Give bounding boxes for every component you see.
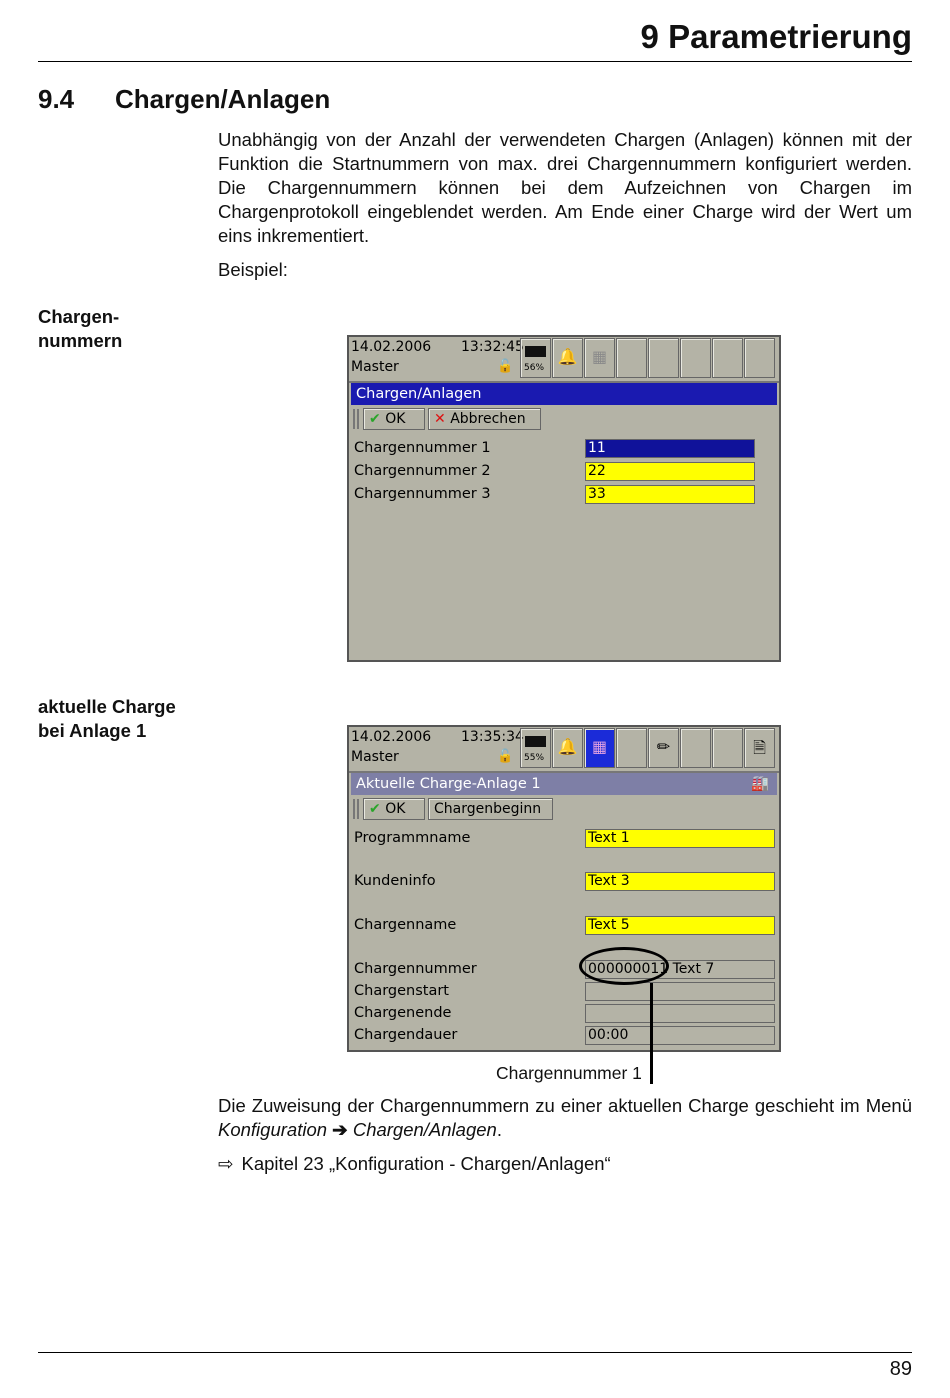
section-number: 9.4: [38, 84, 75, 114]
batch-button[interactable]: [584, 338, 615, 378]
batch-button[interactable]: [584, 728, 615, 768]
dialog-toolbar: [351, 407, 777, 431]
reference-text[interactable]: Kapitel 23 „Konfiguration - Chargen/Anlagen“: [241, 1153, 611, 1174]
chargennummer-3-input[interactable]: 33: [585, 485, 755, 504]
side-label-line: aktuelle Charge: [38, 696, 176, 717]
chargennummer-2-input[interactable]: 22: [585, 462, 755, 481]
export-button[interactable]: [744, 728, 775, 768]
bell-icon: 🔔: [557, 347, 578, 366]
header-rule: [38, 61, 912, 62]
menu-path-1: Konfiguration: [218, 1119, 328, 1140]
date-display: 14.02.2006: [351, 339, 432, 355]
memory-icon: [525, 736, 546, 747]
intro-paragraph: Unabhängig von der Anzahl der verwendeten Chargen (Anlagen) können mit der Funktion die Startnummern von max. drei Chargennummern konfiguriert werden. Die Chargennummern können bei dem Aufzeichnen von Chargen im Chargenprotokoll eingeblendet werden. Am Ende einer Charge wird der Wert um eins inkrementiert.: [218, 129, 912, 246]
memory-icon: [525, 346, 546, 357]
ok-label: OK: [385, 801, 406, 817]
device-screen-chargen-anlagen: [347, 335, 781, 662]
callout-label: Chargennummer 1: [496, 1063, 642, 1083]
side-label-chargennummern: [38, 305, 122, 353]
document-export-icon: 🗎: [753, 738, 766, 757]
field-label: Chargenname: [354, 917, 457, 933]
chargenname-input[interactable]: Text 5: [585, 916, 775, 935]
arrow-icon: ➔: [332, 1119, 348, 1140]
dialog-title: [351, 773, 777, 795]
field-label: Chargennummer 3: [354, 486, 491, 502]
field-label: Programmname: [354, 830, 471, 846]
bell-icon: 🔔: [557, 737, 578, 756]
time-display: 13:35:34: [461, 729, 524, 745]
dialog-title-text: Aktuelle Charge-Anlage 1: [356, 776, 541, 792]
toolbar-grip: [353, 799, 359, 819]
memory-indicator: [520, 338, 551, 378]
time-display: 13:32:45: [461, 339, 524, 355]
dialog-title: Chargen/Anlagen: [351, 383, 777, 405]
status-bar: [349, 337, 779, 383]
ok-button[interactable]: [363, 408, 425, 430]
batch-icon: ▦: [591, 737, 608, 756]
lock-icon: 🔓: [497, 749, 514, 764]
callout-line: [650, 983, 653, 1084]
kundeninfo-input[interactable]: Text 3: [585, 872, 775, 891]
toolbar-slot[interactable]: [712, 338, 743, 378]
user-display: Master: [351, 359, 399, 375]
toolbar-slot[interactable]: [616, 338, 647, 378]
chargendauer-display: 00:00: [585, 1026, 775, 1045]
ok-label: OK: [385, 411, 406, 427]
side-label-line: bei Anlage 1: [38, 720, 147, 741]
status-bar: [349, 727, 779, 773]
assignment-text: Die Zuweisung der Chargennummern zu einer aktuellen Charge geschieht im Menü: [218, 1095, 912, 1116]
ok-button[interactable]: [363, 798, 425, 820]
memory-indicator: [520, 728, 551, 768]
device-screen-aktuelle-charge: [347, 725, 781, 1052]
toolbar-slot[interactable]: [680, 728, 711, 768]
side-label-line: nummern: [38, 330, 123, 351]
reference-line: [218, 1152, 912, 1176]
alarm-button[interactable]: [552, 728, 583, 768]
field-label: Chargennummer 2: [354, 463, 491, 479]
page-number: 89: [889, 1358, 912, 1380]
pencil-icon: ✏: [656, 737, 671, 756]
section-title: Chargen/Anlagen: [115, 84, 331, 114]
chargenende-display: [585, 1004, 775, 1023]
field-label: Chargennummer 1: [354, 440, 491, 456]
check-icon: ✔: [369, 801, 381, 817]
footer-rule: [38, 1352, 912, 1353]
menu-path-2: Chargen/Anlagen: [352, 1119, 497, 1140]
field-label: Kundeninfo: [354, 873, 436, 889]
alarm-button[interactable]: [552, 338, 583, 378]
side-label-line: Chargen-: [38, 306, 120, 327]
chargenbeginn-button[interactable]: Chargenbeginn: [428, 798, 553, 820]
batch-icon: ▦: [591, 347, 608, 366]
side-label-aktuelle-charge: [38, 695, 176, 743]
memory-percent: 56%: [524, 363, 545, 373]
close-icon: ✕: [434, 411, 446, 427]
callout-ellipse: [579, 947, 669, 985]
assignment-end: .: [496, 1119, 502, 1140]
lock-icon: 🔓: [497, 359, 514, 374]
toolbar-slot[interactable]: [616, 728, 647, 768]
date-display: 14.02.2006: [351, 729, 432, 745]
dialog-toolbar: [351, 797, 777, 821]
toolbar-slot[interactable]: [744, 338, 775, 378]
field-label: Chargendauer: [354, 1027, 458, 1043]
toolbar-slot[interactable]: [680, 338, 711, 378]
cancel-button[interactable]: [428, 408, 541, 430]
cancel-label: Abbrechen: [450, 411, 526, 427]
field-label: Chargennummer: [354, 961, 477, 977]
reference-arrow-icon: ⇨: [218, 1153, 234, 1174]
plant-icon: 🏭: [750, 776, 769, 792]
chargenstart-display: [585, 982, 775, 1001]
chapter-title: 9 Parametrierung: [640, 18, 912, 55]
field-label: Chargenende: [354, 1005, 452, 1021]
field-label: Chargenstart: [354, 983, 449, 999]
toolbar-slot[interactable]: [648, 338, 679, 378]
toolbar-slot[interactable]: [712, 728, 743, 768]
assignment-paragraph: [218, 1094, 912, 1142]
chargennummer-display: 000000011 Text 7: [585, 960, 775, 979]
check-icon: ✔: [369, 411, 381, 427]
user-display: Master: [351, 749, 399, 765]
example-label: Beispiel:: [218, 259, 288, 280]
programmname-input[interactable]: Text 1: [585, 829, 775, 848]
toolbar-grip: [353, 409, 359, 429]
chargennummer-1-input[interactable]: 11: [585, 439, 755, 458]
memory-percent: 55%: [524, 753, 545, 763]
edit-button[interactable]: [648, 728, 679, 768]
